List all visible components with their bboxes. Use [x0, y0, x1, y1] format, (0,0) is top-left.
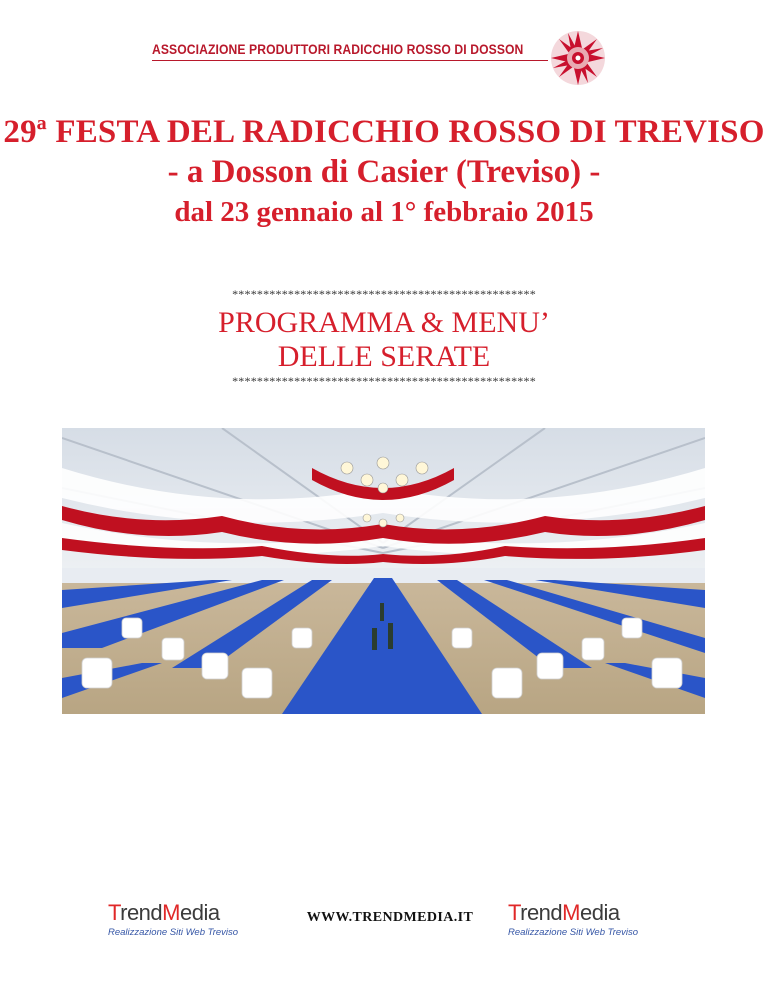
header-underline: [152, 60, 548, 61]
brand-m-right: M: [562, 900, 580, 925]
brand-t-right: T: [508, 900, 521, 925]
separator-top: *************************************************: [232, 287, 536, 301]
brand-rend-left: rend: [120, 900, 163, 925]
programma-line-2: DELLE SERATE: [277, 340, 491, 373]
trendmedia-tagline-right: Realizzazione Siti Web Treviso: [508, 927, 639, 938]
association-name: ASSOCIAZIONE PRODUTTORI RADICCHIO ROSSO DI DOSSON: [152, 42, 524, 57]
header: [0, 28, 768, 88]
brand-rend-right: rend: [520, 900, 563, 925]
title-line-2: - a Dosson di Casier (Treviso) -: [167, 154, 601, 190]
title-dates: dal 23 gennaio al 1° febbraio 2015: [174, 196, 594, 228]
programma-line-1: PROGRAMMA & MENU’: [218, 306, 550, 339]
brand-t-left: T: [108, 900, 121, 925]
title-line-1: 29ª FESTA DEL RADICCHIO ROSSO DI TREVISO: [3, 114, 765, 150]
radicchio-logo-icon: [548, 28, 608, 88]
brand-edia-left: edia: [180, 900, 220, 925]
brand-m-left: M: [162, 900, 180, 925]
trendmedia-brand-right: [508, 900, 620, 926]
tent-illustration: [62, 428, 705, 714]
festival-tent-photo: [62, 428, 705, 714]
trendmedia-brand-left: [108, 900, 220, 926]
brand-edia-right: edia: [580, 900, 620, 925]
trendmedia-logo-right: [508, 900, 658, 940]
website-link[interactable]: WWW.TRENDMEDIA.IT: [306, 910, 474, 925]
trendmedia-tagline-left: Realizzazione Siti Web Treviso: [108, 927, 239, 938]
separator-bottom: *************************************************: [232, 374, 536, 388]
event-title: [0, 112, 768, 232]
trendmedia-logo-left: [108, 900, 258, 940]
